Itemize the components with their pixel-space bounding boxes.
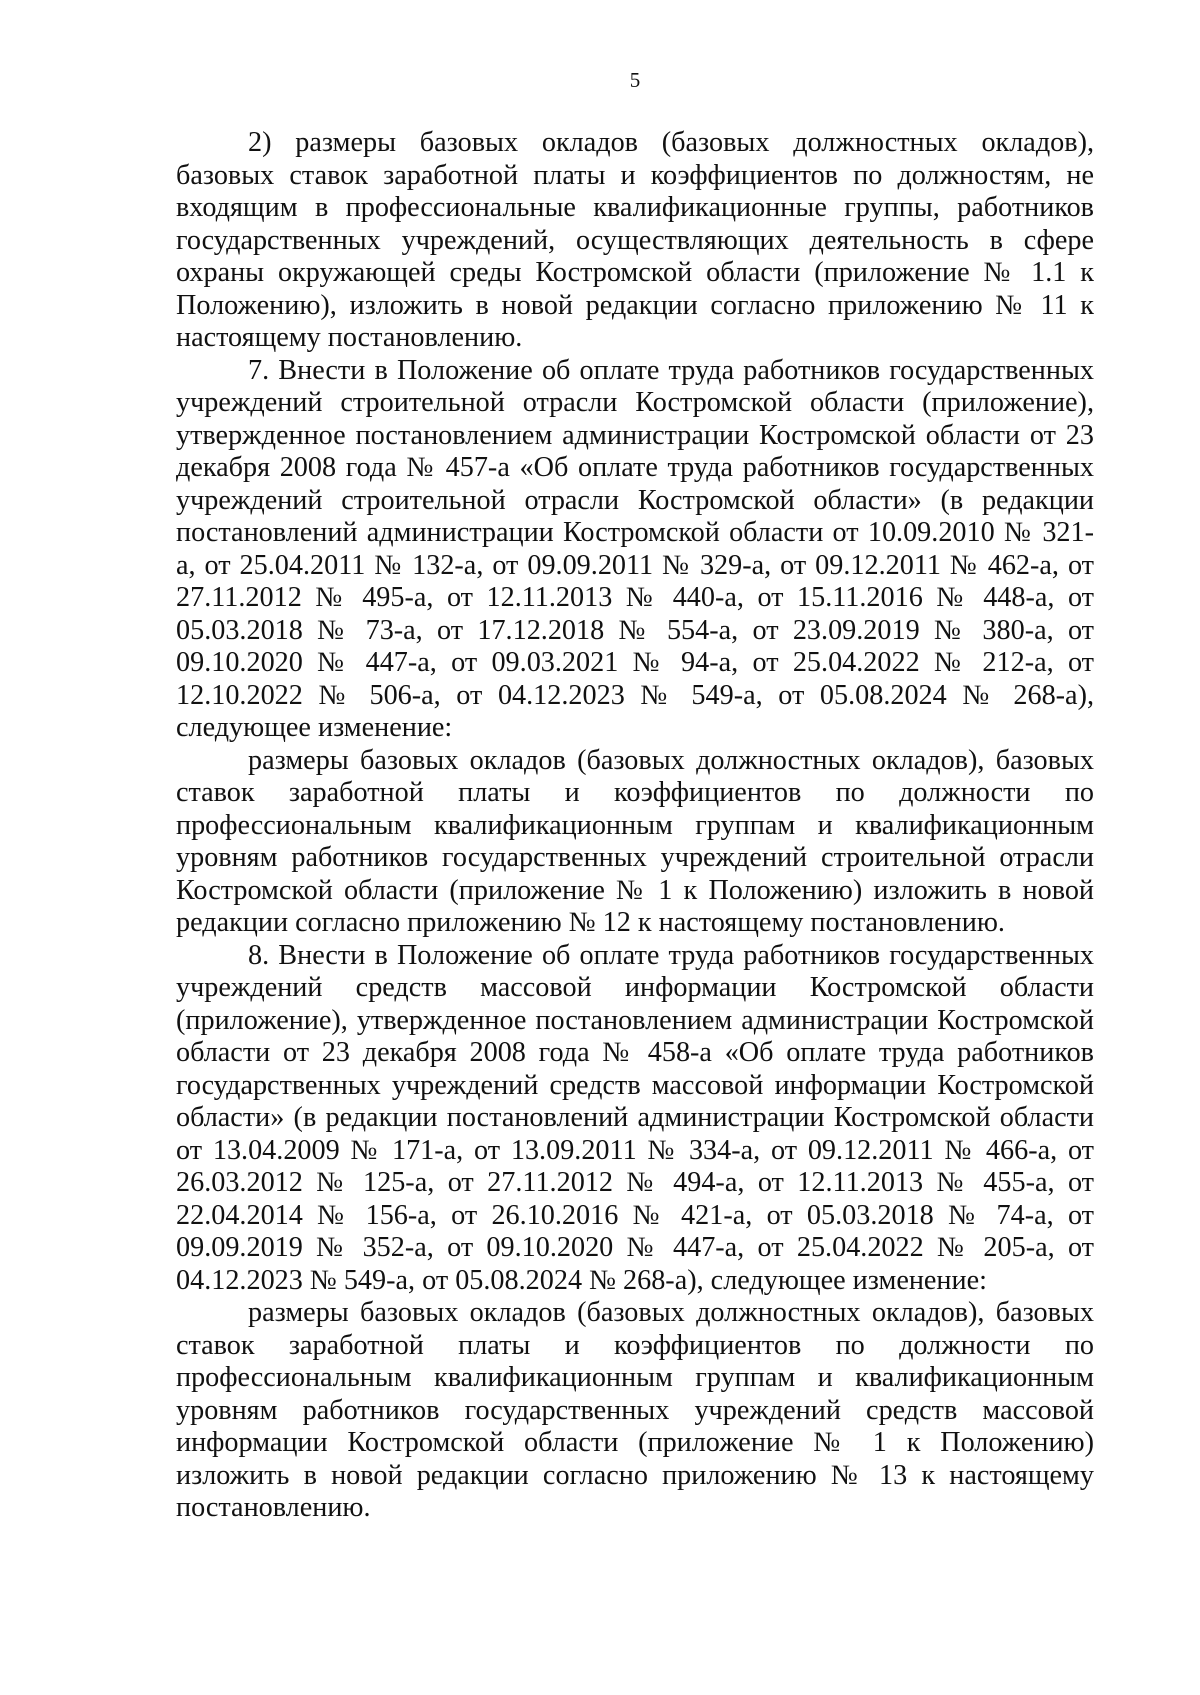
paragraph-section-7: 7. Внести в Положение об оплате труда работников государственных учреждений строительной отрасли Костромской области (приложение), утвержденное постановлением администрации Костромской области от 23 декабря 2008 года № 457-а «Об оплате труда работников государственных учреждений строительной отрасли Костромской области» (в редакции постановлений администрации Костромской области от 10.09.2010 № 321-а, от 25.04.2011 № 132-а, от 09.09.2011 № 329-а, от 09.12.2011 № 462-а, от 27.11.2012 № 495-а, от 12.11.2013 № 440-а, от 15.11.2016 № 448-а, от 05.03.2018 № 73-а, от 17.12.2018 № 554-а, от 23.09.2019 № 380-а, от 09.10.2020 № 447-а, от 09.03.2021 № 94-а, от 25.04.2022 № 212-а, от 12.10.2022 № 506-а, от 04.12.2023 № 549-а, от 05.08.2024 № 268-а), следующее изменение: xyxy=(176,354,1094,743)
document-body xyxy=(176,127,1094,1525)
paragraph-section-8-change: размеры базовых окладов (базовых должностных окладов), базовых ставок заработной платы и коэффициентов по должности по профессиональным квалификационным группам и квалификационным уровням работников государственных учреждений средств массовой информации Костромской области (приложение № 1 к Положению) изложить в новой редакции согласно приложению № 13 к настоящему постановлению. xyxy=(176,1297,1094,1523)
paragraph-section-7-change: размеры базовых окладов (базовых должностных окладов), базовых ставок заработной платы и коэффициентов по должности по профессиональным квалификационным группам и квалификационным уровням работников государственных учреждений строительной отрасли Костромской области (приложение № 1 к Положению) изложить в новой редакции согласно приложению № 12 к настоящему постановлению. xyxy=(176,744,1094,938)
paragraph-section-8: 8. Внести в Положение об оплате труда работников государственных учреждений средств массовой информации Костромской области (приложение), утвержденное постановлением администрации Костромской области от 23 декабря 2008 года № 458-а «Об оплате труда работников государственных учреждений средств массовой информации Костромской области» (в редакции постановлений администрации Костромской области от 13.04.2009 № 171-а, от 13.09.2011 № 334-а, от 09.12.2011 № 466-а, от 26.03.2012 № 125-а, от 27.11.2012 № 494-а, от 12.11.2013 № 455-а, от 22.04.2014 № 156-а, от 26.10.2016 № 421-а, от 05.03.2018 № 74-а, от 09.09.2019 № 352-а, от 09.10.2020 № 447-а, от 25.04.2022 № 205-а, от 04.12.2023 № 549-а, от 05.08.2024 № 268-а), следующее изменение: xyxy=(176,939,1094,1296)
page-number: 5 xyxy=(629,68,641,92)
paragraph-item-2-oopt: 2) размеры базовых окладов (базовых должностных окладов), базовых ставок заработной платы и коэффициентов по должностям, не входящим в профессиональные квалификационные группы, работников государственных учреждений, осуществляющих деятельность в сфере охраны окружающей среды Костромской области (приложение № 1.1 к Положению), изложить в новой редакции согласно приложению № 11 к настоящему постановлению. xyxy=(176,127,1094,353)
